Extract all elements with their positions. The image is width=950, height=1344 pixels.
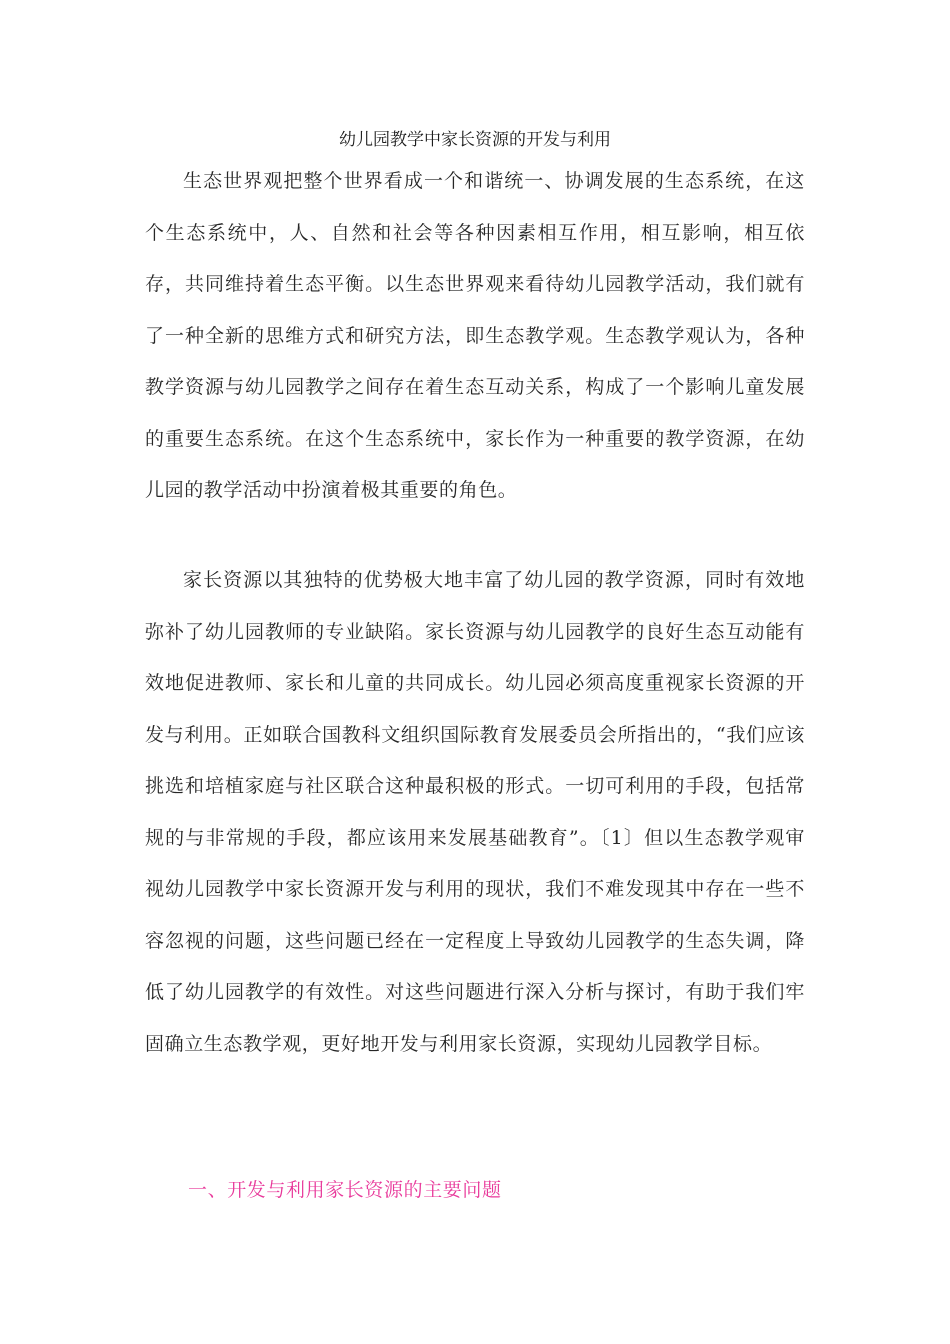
- paragraph-block: [145, 555, 805, 1070]
- document-title: 幼儿园教学中家长资源的开发与利用: [339, 130, 611, 150]
- section-heading: 一、开发与利用家长资源的主要问题: [188, 1179, 502, 1201]
- body-paragraph-2: 家长资源以其独特的优势极大地丰富了幼儿园的教学资源，同时有效地弥补了幼儿园教师的专业缺陷。家长资源与幼儿园教学的良好生态互动能有效地促进教师、家长和儿童的共同成长。幼儿园必须高度重视家长资源的开发与利用。正如联合国教科文组织国际教育发展委员会所指出的，“我们应该挑选和培植家庭与社区联合这种最积极的形式。一切可利用的手段，包括常规的与非常规的手段，都应该用来发展基础教育”。〔1〕但以生态教学观审视幼儿园教学中家长资源开发与利用的现状，我们不难发现其中存在一些不容忽视的问题，这些问题已经在一定程度上导致幼儿园教学的生态失调，降低了幼儿园教学的有效性。对这些问题进行深入分析与探讨，有助于我们牢固确立生态教学观，更好地开发与利用家长资源，实现幼儿园教学目标。: [145, 569, 805, 1055]
- paragraph-block: [145, 156, 805, 517]
- body-paragraph-1: 生态世界观把整个世界看成一个和谐统一、协调发展的生态系统，在这个生态系统中，人、自然和社会等各种因素相互作用，相互影响，相互依存，共同维持着生态平衡。以生态世界观来看待幼儿园教学活动，我们就有了一种全新的思维方式和研究方法，即生态教学观。生态教学观认为，各种教学资源与幼儿园教学之间存在着生态互动关系，构成了一个影响儿童发展的重要生态系统。在这个生态系统中，家长作为一种重要的教学资源，在幼儿园的教学活动中扮演着极其重要的角色。: [145, 170, 805, 501]
